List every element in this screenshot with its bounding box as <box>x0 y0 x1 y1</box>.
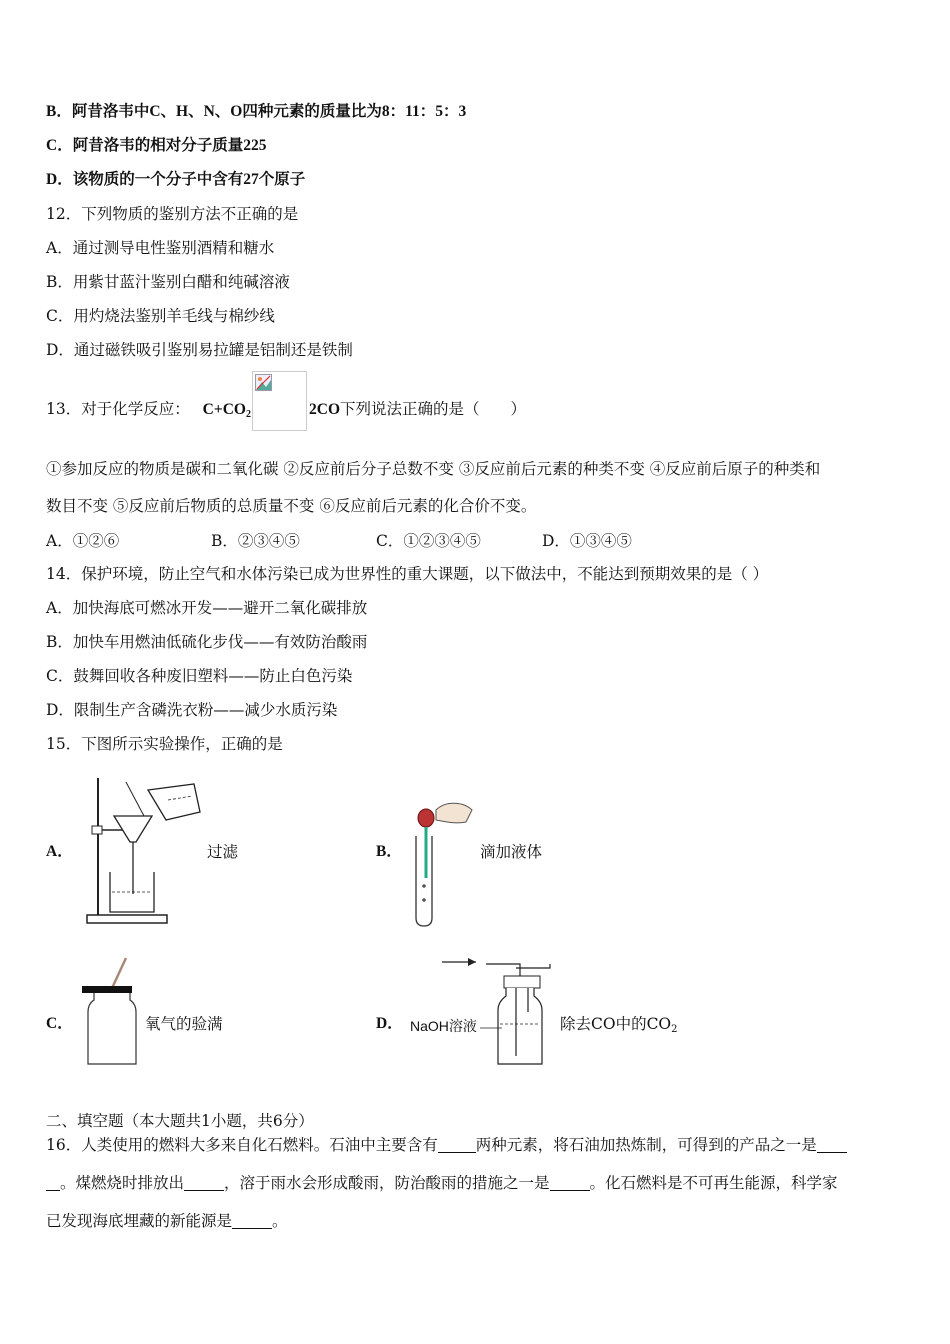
q12-option-d: D．通过磁铁吸引鉴别易拉罐是铝制还是铁制 <box>46 341 353 359</box>
q15c-label: 氧气的验满 <box>145 1015 223 1033</box>
q14-option-a: A．加快海底可燃冰开发——避开二氧化碳排放 <box>46 599 368 617</box>
naoh-solution-label: NaOH溶液 <box>410 1018 477 1034</box>
q13-statements-2: 数目不变 ⑤反应前后物质的总质量不变 ⑥反应前后元素的化合价不变。 <box>46 497 537 515</box>
q11-option-c: C．阿昔洛韦的相对分子质量225 <box>46 137 267 154</box>
answer-blank-5[interactable] <box>232 1214 272 1229</box>
q13-stem <box>46 399 251 425</box>
q16-line-3 <box>46 1211 288 1231</box>
q14-option-c: C．鼓舞回收各种废旧塑料——防止白色污染 <box>46 667 353 685</box>
q13-option-a <box>46 531 119 551</box>
q16-text-3: 。煤燃烧时排放出 <box>60 1174 185 1192</box>
q15a-label: 过滤 <box>207 843 239 861</box>
q12-option-c: C．用灼烧法鉴别羊毛线与棉纱线 <box>46 307 275 325</box>
q15d-label-text: 除去CO中的CO <box>560 1015 672 1033</box>
q15d-label-sub: 2 <box>671 1024 678 1035</box>
answer-blank-4[interactable] <box>550 1176 590 1191</box>
oxygen-bottle-figure <box>80 956 140 1066</box>
q14-option-b: B．加快车用燃油低硫化步伐——有效防治酸雨 <box>46 633 368 651</box>
q16-line-2 <box>46 1173 838 1193</box>
q16-text-7: 。 <box>272 1212 288 1230</box>
filtration-apparatus-figure <box>82 776 212 926</box>
section-2-heading: 二、填空题（本大题共1小题，共6分） <box>46 1112 314 1130</box>
q13-option-b: B．②③④⑤ <box>211 532 300 550</box>
q12-option-a: A．通过测导电性鉴别酒精和糖水 <box>46 239 275 257</box>
q15a-letter: A． <box>46 843 73 860</box>
reaction-condition-image <box>252 371 307 431</box>
q15-stem: 15．下图所示实验操作，正确的是 <box>46 735 283 753</box>
q13a-text: A．①②⑥ <box>46 532 120 550</box>
q13-option-c: C．①②③④⑤ <box>376 532 481 550</box>
q15d-label <box>560 1014 678 1040</box>
q13-prefix: 13．对于化学反应： <box>46 400 190 418</box>
q13-question: 下列说法正确的是（ ） <box>340 400 527 418</box>
reactants-text: C+CO <box>202 401 246 418</box>
q13-product: 2CO <box>309 401 340 418</box>
q16-text-5: 。化石燃料是不可再生能源，科学家 <box>589 1174 838 1192</box>
q13-product-and-question <box>309 399 526 420</box>
broken-image-icon <box>255 374 273 392</box>
q13-option-d: D．①③④⑤ <box>542 532 632 550</box>
q15b-letter: B． <box>376 843 402 860</box>
answer-blank-1[interactable] <box>438 1138 476 1153</box>
q15b-label: 滴加液体 <box>480 843 543 861</box>
q13-statements-1: ①参加反应的物质是碳和二氧化碳 ②反应前后分子总数不变 ③反应前后元素的种类不变 ④反应前后原子的种类和 <box>46 460 821 478</box>
gas-washing-bottle-figure <box>440 952 560 1067</box>
answer-blank-2a[interactable] <box>817 1138 847 1153</box>
q16-line-1 <box>46 1135 847 1155</box>
q13-reactants <box>203 401 251 418</box>
q16-text-2: 两种元素，将石油加热炼制，可得到的产品之一是 <box>475 1136 817 1154</box>
q11-option-d: D．该物质的一个分子中含有27个原子 <box>46 171 306 188</box>
q11-option-b: B．阿昔洛韦中C、H、N、O四种元素的质量比为8：11：5：3 <box>46 103 467 120</box>
q16-text-4: ，溶于雨水会形成酸雨，防治酸雨的措施之一是 <box>224 1174 550 1192</box>
q16-text-6: 已发现海底埋藏的新能源是 <box>46 1212 233 1230</box>
q16-text-1: 16．人类使用的燃料大多来自化石燃料。石油中主要含有 <box>46 1136 438 1154</box>
q15c-letter: C． <box>46 1015 73 1032</box>
answer-blank-3[interactable] <box>184 1176 224 1191</box>
q12-stem: 12．下列物质的鉴别方法不正确的是 <box>46 205 299 223</box>
dropper-test-tube-figure <box>406 798 476 930</box>
q12-option-b: B．用紫甘蓝汁鉴别白醋和纯碱溶液 <box>46 273 290 291</box>
q14-option-d: D．限制生产含磷洗衣粉——减少水质污染 <box>46 701 338 719</box>
reactants-sub: 2 <box>245 409 251 420</box>
q15d-letter: D． <box>376 1015 403 1032</box>
q14-stem: 14．保护环境，防止空气和水体污染已成为世界性的重大课题，以下做法中，不能达到预期效果的是（ ） <box>46 565 769 583</box>
answer-blank-2b[interactable] <box>46 1176 60 1191</box>
